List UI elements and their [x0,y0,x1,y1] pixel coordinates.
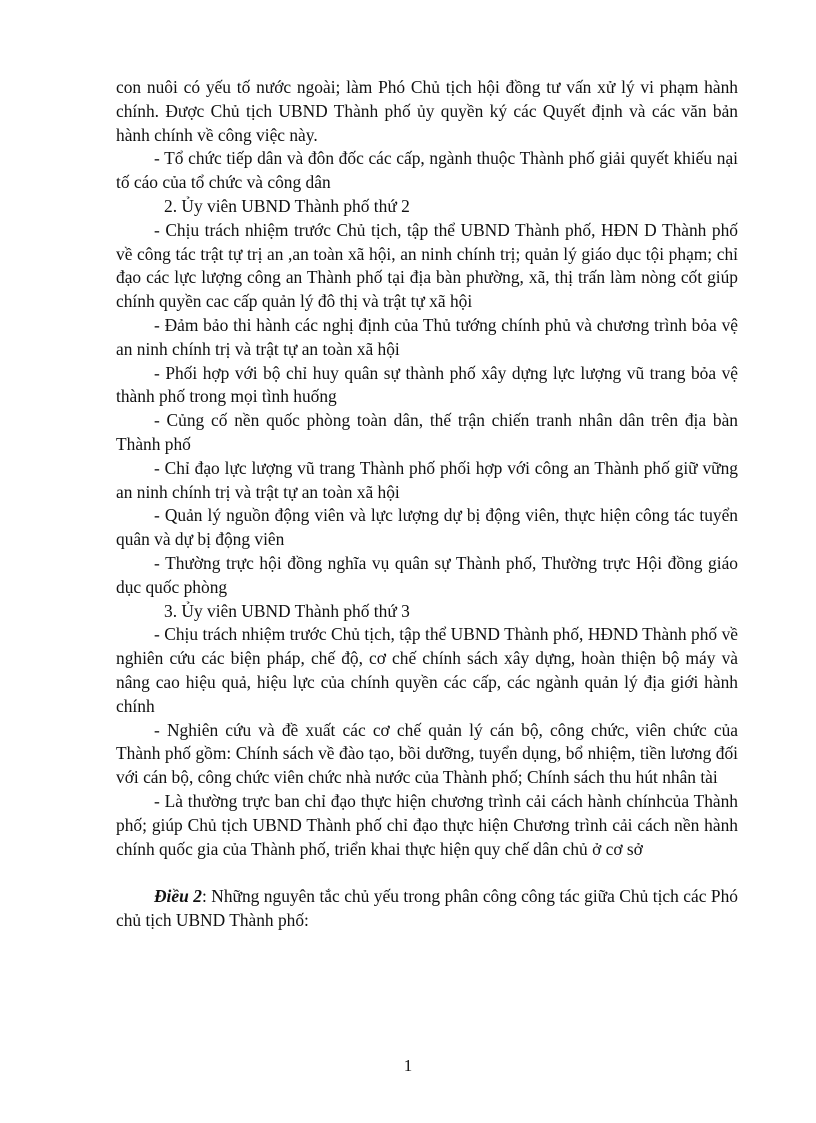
paragraph: con nuôi có yếu tố nước ngoài; làm Phó Chủ tịch hội đồng tư vấn xử lý vi phạm hành chính. Được Chủ tịch UBND Thành phố ủy quyền ký các Quyết định và các văn bản hành chính về công việc này. [116,77,738,145]
paragraph: - Chịu trách nhiệm trước Chủ tịch, tập thể UBND Thành phố, HĐN D Thành phố về công tác trật tự trị an ,an toàn xã hội, an ninh chính trị; quản lý giáo dục tội phạm; chỉ đạo các lực lượng công an Thành phố tại địa bàn phường, xã, thị trấn làm nòng cốt giúp chính quyền cac cấp quản lý đô thị và trật tự xã hội [116,219,738,312]
paragraph: - Quản lý nguồn động viên và lực lượng dự bị động viên, thực hiện công tác tuyển quân và dự bị động viên [116,505,738,550]
paragraph: - Phối hợp với bộ chỉ huy quân sự thành phố xây dựng lực lượng vũ trang bỏa vệ thành phố trong mọi tình huống [116,362,738,407]
article-2-paragraph [116,885,738,933]
paragraph-spacer [116,861,738,885]
paragraph: - Nghiên cứu và đề xuất các cơ chế quản lý cán bộ, công chức, viên chức của Thành phố gồm: Chính sách về đào tạo, bồi dưỡng, tuyển dụng, bổ nhiệm, tiền lương đối với cán bộ, công chức viên chức nhà nước của Thành phố; Chính sách thu hút nhân tài [116,719,738,788]
paragraph: - Củng cố nền quốc phòng toàn dân, thế trận chiến tranh nhân dân trên địa bàn Thành phố [116,410,738,454]
article-2-label: Điều 2 [154,886,202,907]
paragraph: - Thường trực hội đồng nghĩa vụ quân sự Thành phố, Thường trực Hội đồng giáo dục quốc phòng [116,552,738,597]
section-heading: 2. Ủy viên UBND Thành phố thứ 2 [164,195,410,216]
paragraph: - Tổ chức tiếp dân và đôn đốc các cấp, ngành thuộc Thành phố giải quyết khiếu nại tố cáo của tổ chức và công dân [116,148,738,193]
paragraph: - Đảm bảo thi hành các nghị định của Thủ tướng chính phủ và chương trình bỏa vệ an ninh chính trị và trật tự an toàn xã hội [116,314,738,359]
paragraph: - Chịu trách nhiệm trước Chủ tịch, tập thể UBND Thành phố, HĐND Thành phố về nghiên cứu các biện pháp, chế độ, cơ chế chính sách xây dựng, hoàn thiện bộ máy và nâng cao hiệu quả, hiệu lực của chính quyền các cấp, các ngành quản lý địa giới hành chính [116,624,738,716]
section-heading: 3. Ủy viên UBND Thành phố thứ 3 [164,600,410,621]
document-body [116,76,738,933]
page-number: 1 [403,1056,413,1075]
article-2-text: : Những nguyên tắc chủ yếu trong phân công công tác giữa Chủ tịch các Phó chủ tịch UBND Thành phố: [116,886,738,931]
paragraph: - Là thường trực ban chỉ đạo thực hiện chương trình cải cách hành chínhcủa Thành phố; giúp Chủ tịch UBND Thành phố chỉ đạo thực hiện Chương trình cải cách nền hành chính quốc gia của Thành phố, triển khai thực hiện quy chế dân chủ ở cơ sở [116,790,738,859]
paragraph: - Chỉ đạo lực lượng vũ trang Thành phố phối hợp với công an Thành phố giữ vững an ninh chính trị và trật tự an toàn xã hội [116,457,738,502]
